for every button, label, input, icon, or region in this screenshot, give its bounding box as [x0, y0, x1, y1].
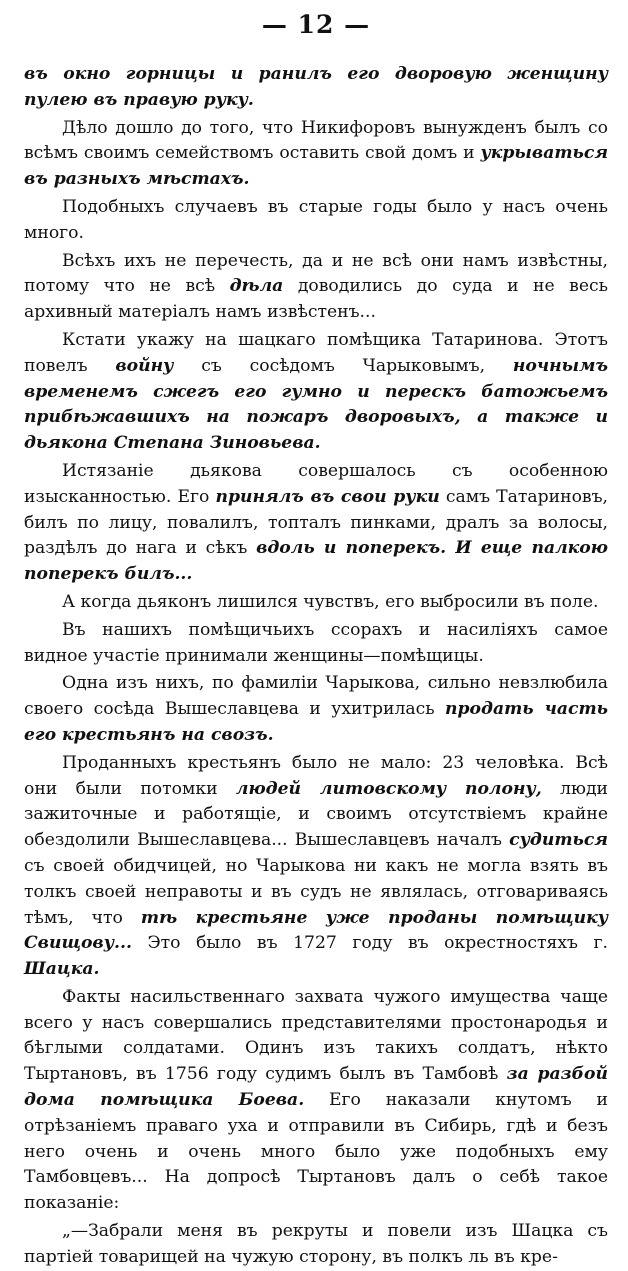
- paragraph: [24, 459, 608, 588]
- paragraph: [24, 1219, 608, 1271]
- paragraph: [24, 249, 608, 326]
- emphasized-text: тѣ крестьяне уже проданы помѣщику Свищову...: [24, 907, 608, 954]
- text-run: Это было въ 1727 году въ окрестностяхъ г.: [131, 933, 608, 954]
- emphasized-text: въ окно горницы и ранилъ его дворовую женщину пулею въ правую руку.: [24, 64, 608, 110]
- paragraph: [24, 985, 608, 1217]
- paragraph: [24, 618, 608, 670]
- emphasized-text: дѣла: [229, 276, 284, 297]
- text-run: доводились до суда и не весь архивный матеріалъ намъ извѣстенъ...: [24, 276, 609, 323]
- text-run: Подобныхъ случаевъ въ старые годы было у насъ очень много.: [24, 196, 608, 243]
- emphasized-text: Шацка.: [24, 959, 100, 980]
- emphasized-text: продать часть его крестьянъ на свозъ.: [24, 699, 608, 745]
- emphasized-text: судиться: [509, 830, 608, 851]
- emphasized-text: за разбой дома помѣщика Боева.: [24, 1064, 609, 1111]
- paragraph: [24, 62, 608, 114]
- paragraph: [24, 590, 608, 616]
- body-text: [24, 62, 608, 1271]
- emphasized-text: укрываться въ разныхъ мѣстахъ.: [24, 143, 608, 190]
- text-run: Проданныхъ крестьянъ было не мало: 23 человѣка. Всѣ они были потомки: [24, 752, 608, 799]
- emphasized-text: людей литовскому полону,: [235, 778, 542, 799]
- paragraph: [24, 328, 608, 457]
- text-run: съ сосѣдомъ Чарыковымъ,: [173, 355, 513, 376]
- paragraph: [24, 195, 608, 247]
- text-run: Факты насильственнаго захвата чужого имущества чаще всего у насъ совершались представителями простонародья и бѣглыми солдатами. Одинъ изъ такихъ солдатъ, нѣкто Тыртановъ, въ 1756 году судимъ былъ въ Тамбовѣ: [24, 986, 608, 1085]
- text-run: съ своей обидчицей, но Чарыкова ни какъ не могла взять въ толкъ своей неправоты и въ судъ не являлась, отговариваясь тѣмъ, что: [24, 855, 608, 928]
- text-run: Истязаніе дьякова совершалось съ особенною изысканностью. Его: [24, 460, 608, 507]
- text-run: „—Забрали меня въ рекруты и повели изъ Шацка съ партіей товарищей на чужую сторону, въ полкъ ль въ кре-: [24, 1221, 608, 1267]
- text-run: самъ Татариновъ, билъ по лицу, повалилъ, топталъ пинками, дралъ за волосы, раздѣлъ до нага и сѣкъ: [24, 486, 608, 559]
- text-run: Дѣло дошло до того, что Никифоровъ вынужденъ былъ со всѣмъ своимъ семействомъ оставить свой домъ и: [24, 117, 608, 164]
- text-run: Одна изъ нихъ, по фамиліи Чарыкова, сильно невзлюбила своего сосѣда Вышеславцева и ухитрилась: [24, 673, 608, 720]
- text-run: А когда дьяконъ лишился чувствъ, его выбросили въ поле.: [62, 591, 599, 612]
- emphasized-text: войну: [115, 355, 174, 376]
- text-run: Его наказали кнутомъ и отрѣзаніемъ праваго уха и отправили въ Сибирь, гдѣ и безъ него очень и очень много было уже подобныхъ ему Тамбовцевъ... На допросѣ Тыртановъ далъ о себѣ такое показаніе:: [24, 1090, 608, 1214]
- emphasized-text: вдоль и поперекъ. И еще палкою поперекъ билъ...: [24, 538, 608, 585]
- emphasized-text: ночнымъ временемъ сжегъ его гумно и перескъ батожьемъ прибѣжавшихъ на пожаръ дворовыхъ, а также и дьякона Степана Зиновьева.: [24, 355, 608, 454]
- text-run: Въ нашихъ помѣщичьихъ ссорахъ и насиліяхъ самое видное участіе принимали женщины—помѣщицы.: [24, 619, 608, 666]
- page-number: — 12 —: [261, 10, 371, 39]
- text-run: люди зажиточные и работящіе, и своимъ отсутствіемъ крайне обездолили Вышеславцева... Вышеславцевъ началъ: [24, 778, 608, 851]
- text-run: Всѣхъ ихъ не перечесть, да и не всѣ они намъ извѣстны, потому что не всѣ: [24, 250, 608, 297]
- paragraph: [24, 116, 608, 193]
- paragraph: [24, 751, 608, 983]
- paragraph: [24, 671, 608, 748]
- text-run: Кстати укажу на шацкаго помѣщика Татаринова. Этотъ повелъ: [24, 329, 608, 376]
- emphasized-text: принялъ въ свои руки: [215, 486, 440, 507]
